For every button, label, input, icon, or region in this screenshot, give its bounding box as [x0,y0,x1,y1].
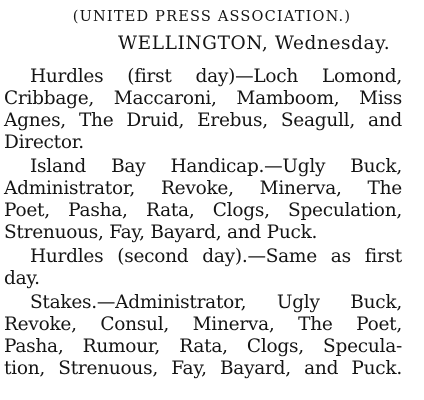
paragraph-line: Island Bay Handicap.—Ugly Buck, [30,156,402,177]
paragraph-line: Cribbage, Maccaroni, Mamboom, Miss [4,88,402,109]
paragraph-line: Administrator, Revoke, Minerva, The [4,178,402,199]
paragraph-line: tion, Strenuous, Fay, Bayard, and Puck. [4,358,402,379]
paragraph-line: Strenuous, Fay, Bayard, and Puck. [4,222,318,243]
paragraph-line: Hurdles (second day).—Same as first [30,246,402,267]
paragraph-line: day. [4,268,40,289]
paragraph-line: Pasha, Rumour, Rata, Clogs, Specula- [4,336,402,357]
paragraph-line: Revoke, Consul, Minerva, The Poet, [4,314,402,335]
paragraph-line: Director. [4,132,84,153]
dateline: WELLINGTON, Wednesday. [118,33,391,54]
paragraph-line: Stakes.—Administrator, Ugly Buck, [30,292,402,313]
paragraph-line: Agnes, The Druid, Erebus, Seagull, and [4,110,402,131]
paragraph-line: Hurdles (first day)—Loch Lomond, [30,66,402,87]
agency-heading: (UNITED PRESS ASSOCIATION.) [72,9,352,25]
paragraph-line: Poet, Pasha, Rata, Clogs, Speculation, [4,200,402,221]
